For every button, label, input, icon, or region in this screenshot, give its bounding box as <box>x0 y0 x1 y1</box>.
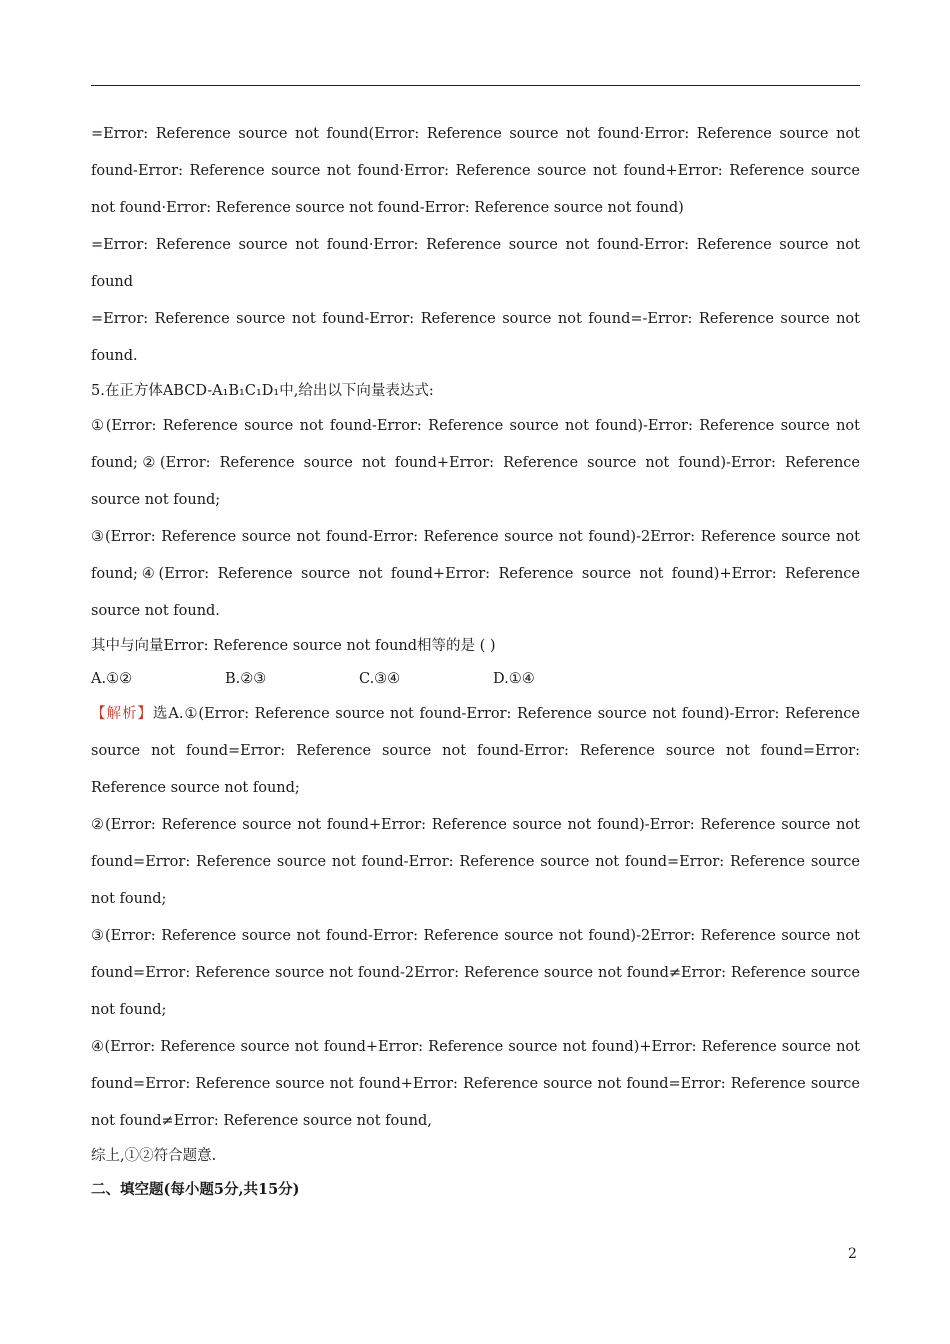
option-d: D.①④ <box>493 671 535 687</box>
analysis-item: ④(Error: Reference source not found+Error: Reference source not found)+Error: Reference source not found=Error: Reference source not found+Error: Reference source not found=Error: Reference source not found≠Error: Reference source not found, <box>91 1039 860 1129</box>
option-a: A.①② <box>91 671 133 687</box>
question-prompt: 其中与向量Error: Reference source not found相等的是 ( ) <box>91 638 496 654</box>
paragraph: =Error: Reference source not found·Error: Reference source not found-Error: Reference source not found <box>91 237 860 290</box>
option-b: B.②③ <box>225 671 267 687</box>
analysis-first: 选A.①(Error: Reference source not found-Error: Reference source not found)-Error: Reference source not found=Error: Reference source not found-Error: Reference source not found=Error: Reference source not found; <box>91 706 861 796</box>
analysis-tag: 【解析】 <box>91 706 153 722</box>
page-number: 2 <box>848 1246 857 1262</box>
paragraph: =Error: Reference source not found(Error: Reference source not found·Error: Reference source not found-Error: Reference source not found·Error: Reference source not found+Error: Reference source not found·Error: Reference source not found-Error: Reference source not found) <box>91 126 860 216</box>
header-rule <box>91 85 860 86</box>
document-body <box>91 116 860 1206</box>
expression-3-4: ③(Error: Reference source not found-Error: Reference source not found)-2Error: Reference source not found;④(Error: Reference source not found+Error: Reference source not found)+Error: Reference source not found. <box>91 529 860 619</box>
analysis-paragraph <box>91 696 860 807</box>
analysis-item: ③(Error: Reference source not found-Error: Reference source not found)-2Error: Reference source not found=Error: Reference source not found-2Error: Reference source not found≠Error: Reference source not found; <box>91 928 860 1018</box>
section-heading: 二、填空题(每小题5分,共15分) <box>91 1181 300 1198</box>
analysis-conclusion: 综上,①②符合题意. <box>91 1148 217 1164</box>
answer-options <box>91 663 860 696</box>
expression-1-2: ①(Error: Reference source not found-Error: Reference source not found)-Error: Reference source not found;②(Error: Reference source not found+Error: Reference source not found)-Error: Reference source not found; <box>91 418 860 508</box>
paragraph: =Error: Reference source not found-Error: Reference source not found=-Error: Reference source not found. <box>91 311 860 364</box>
analysis-item: ②(Error: Reference source not found+Error: Reference source not found)-Error: Reference source not found=Error: Reference source not found-Error: Reference source not found=Error: Reference source not found; <box>91 817 860 907</box>
option-c: C.③④ <box>359 671 401 687</box>
question-5-stem: 5.在正方体ABCD-A₁B₁C₁D₁中,给出以下向量表达式: <box>91 383 434 399</box>
